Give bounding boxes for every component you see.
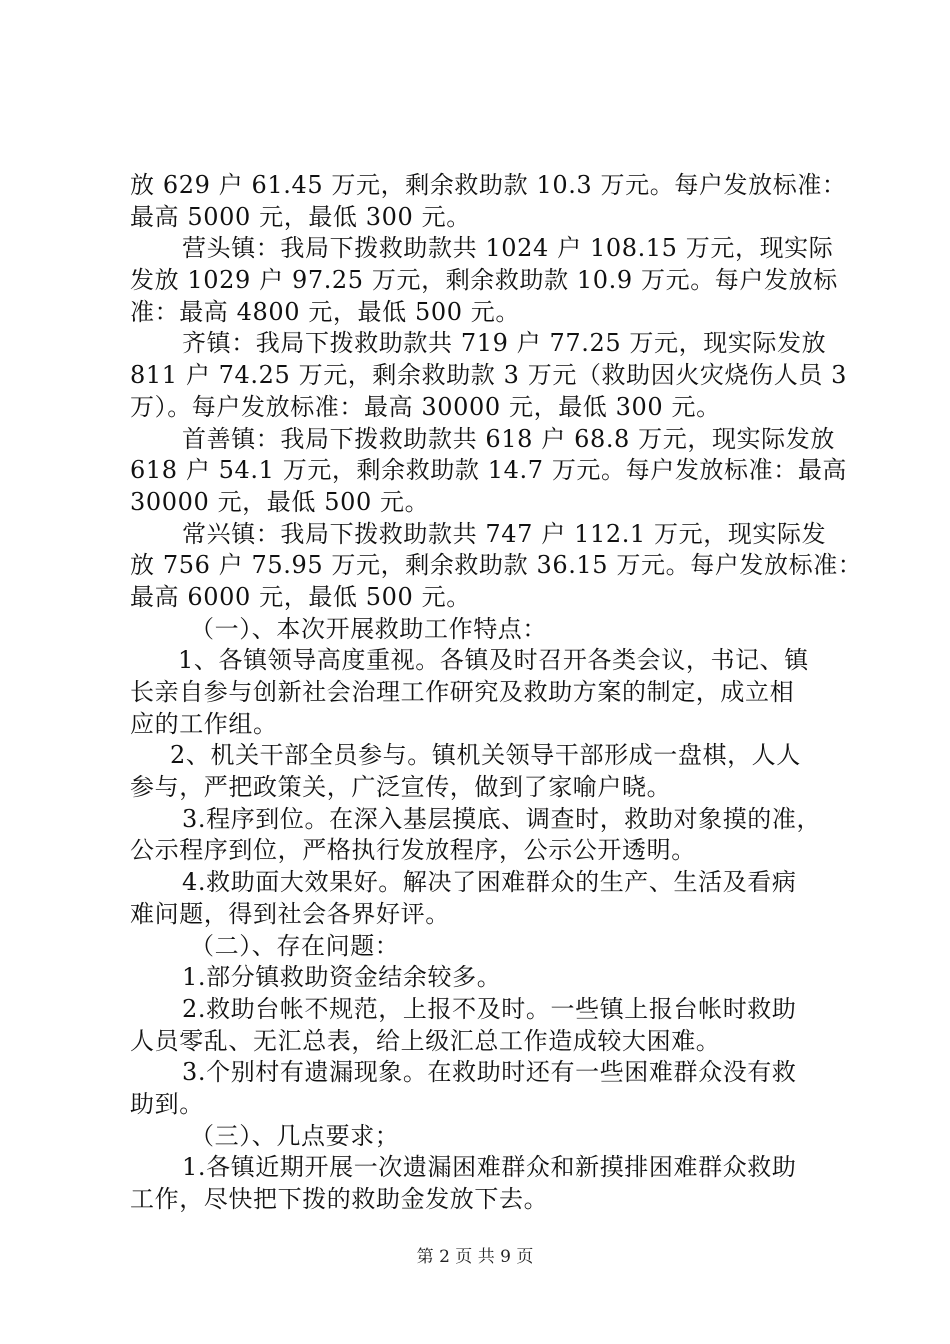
text-line: 参与，严把政策关，广泛宣传，做到了家喻户晓。 [130,773,672,802]
section-heading: （三）、几点要求； [190,1121,400,1150]
text-line: 人员零乱、无汇总表，给上级汇总工作造成较大困难。 [130,1026,721,1055]
text-line: 公示程序到位，严格执行发放程序，公示公开透明。 [130,836,696,865]
section-heading: （二）、存在问题： [190,931,400,960]
text-line: 1.部分镇救助资金结余较多。 [182,963,502,992]
text-line: 811 户 74.25 万元，剩余救助款 3 万元（救助因火灾烧伤人员 3 [130,361,848,390]
text-line: 准：最高 4800 元，最低 500 元。 [130,297,521,326]
text-line: 3.个别村有遗漏现象。在救助时还有一些困难群众没有救 [182,1058,797,1087]
page-footer: 第 2 页 共 9 页 [416,1247,534,1267]
text-line: 难问题，得到社会各界好评。 [130,899,450,928]
text-line: 放 756 户 75.95 万元，剩余救助款 36.15 万元。每户发放标准： [130,551,863,580]
text-line: 1、各镇领导高度重视。各镇及时召开各类会议，书记、镇 [178,646,809,675]
document-body [130,170,863,1216]
text-line: 30000 元，最低 500 元。 [130,487,430,516]
text-line: 应的工作组。 [130,709,278,738]
text-line: 2、机关干部全员参与。镇机关领导干部形成一盘棋，人人 [170,741,801,770]
text-line: 最高 5000 元，最低 300 元。 [130,202,471,231]
text-line: 1.各镇近期开展一次遗漏困难群众和新摸排困难群众救助 [182,1153,797,1182]
text-line: 2.救助台帐不规范，上报不及时。一些镇上报台帐时救助 [182,994,797,1023]
text-line: 助到。 [130,1089,204,1118]
text-line: 放 629 户 61.45 万元，剩余救助款 10.3 万元。每户发放标准： [130,171,847,199]
text-line: 长亲自参与创新社会治理工作研究及救助方案的制定，成立相 [130,678,795,706]
text-line: 发放 1029 户 97.25 万元，剩余救助款 10.9 万元。每户发放标 [130,266,838,295]
text-line: 营头镇：我局下拨救助款共 1024 户 108.15 万元，现实际 [182,234,834,263]
text-line: 工作，尽快把下拨的救助金发放下去。 [130,1185,549,1213]
text-line: 618 户 54.1 万元，剩余救助款 14.7 万元。每户发放标准：最高 [130,456,848,485]
text-line: 3.程序到位。在深入基层摸底、调查时，救助对象摸的准， [182,804,822,833]
text-line: 常兴镇：我局下拨救助款共 747 户 112.1 万元，现实际发 [182,519,827,548]
text-line: 首善镇：我局下拨救助款共 618 户 68.8 万元，现实际发放 [182,424,835,453]
text-line: 4.救助面大效果好。解决了困难群众的生产、生活及看病 [182,868,797,897]
text-line: 最高 6000 元，最低 500 元。 [130,582,471,611]
text-line: 万）。每户发放标准：最高 30000 元，最低 300 元。 [130,392,721,421]
text-line: 齐镇：我局下拨救助款共 719 户 77.25 万元，现实际发放 [182,329,827,358]
section-heading: （一）、本次开展救助工作特点： [190,614,547,643]
